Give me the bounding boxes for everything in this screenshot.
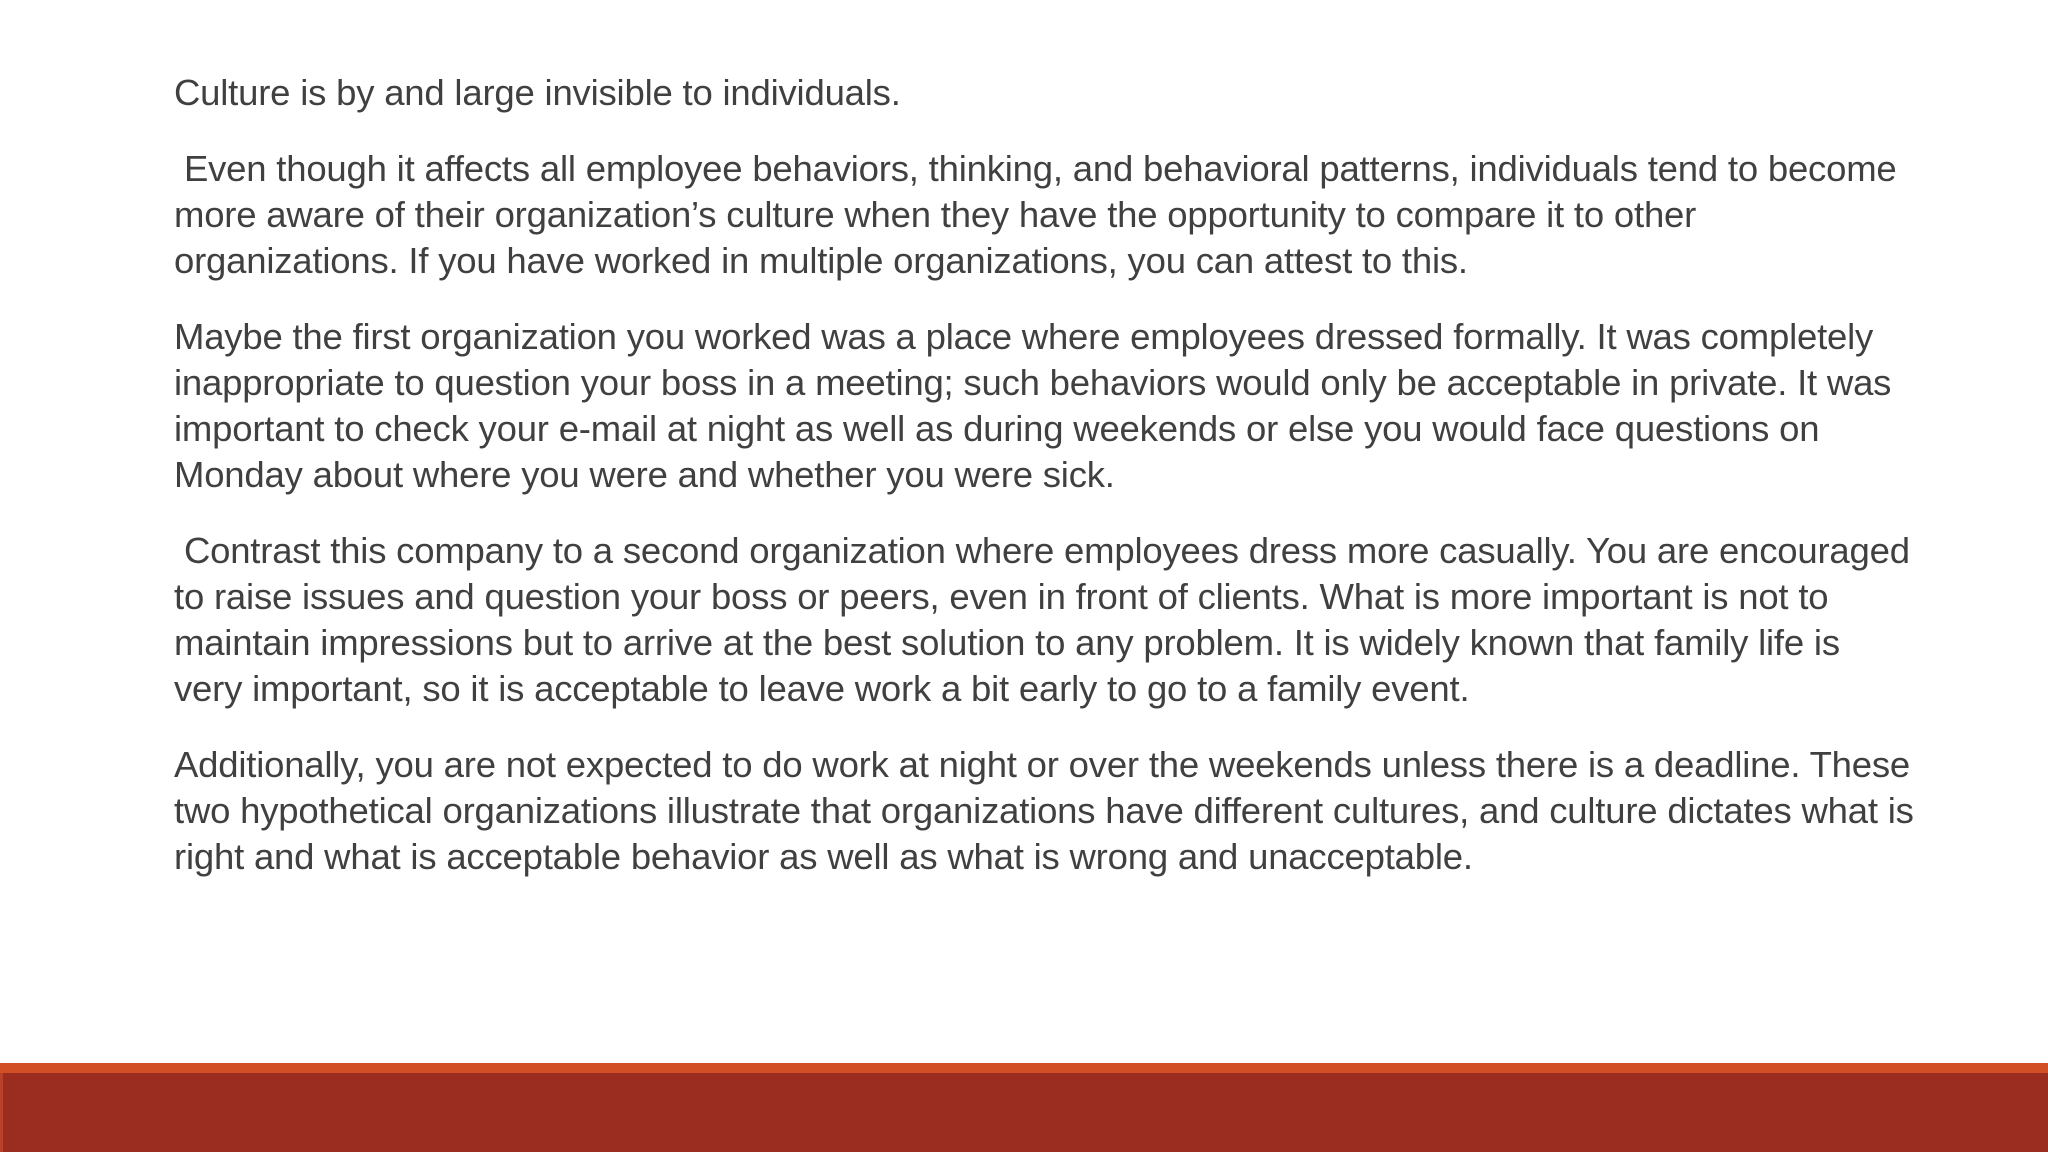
paragraph-second-organization: Contrast this company to a second organization where employees dress more casually. You are encouraged to raise issues and question your boss or peers, even in front of clients. What is more important is not to maintain impressions but to arrive at the best solution to any problem. It is widely known that family life is very important, so it is acceptable to leave work a bit early to go to a family event.	[174, 530, 1920, 709]
paragraph-awareness-comparison: Even though it affects all employee behaviors, thinking, and behavioral patterns, individuals tend to become more aware of their organization’s culture when they have the opportunity to compare it to other organizations. If you have worked in multiple organizations, you can attest to this.	[174, 148, 1907, 281]
footer-accent-stripe	[0, 1063, 2048, 1073]
footer-band-edge	[0, 1073, 3, 1152]
paragraph-first-organization: Maybe the first organization you worked was a place where employees dressed formally. It was completely inappropriate to question your boss in a meeting; such behaviors would only be acceptable in private. It was important to check your e-mail at night as well as during weekends or else you would face questions on Monday about where you were and whether you were sick.	[174, 316, 1902, 495]
paragraph-conclusion: Additionally, you are not expected to do work at night or over the weekends unless there is a deadline. These two hypothetical organizations illustrate that organizations have different cultures, and culture dictates what is right and what is acceptable behavior as well as what is wrong and unacceptable.	[174, 744, 1924, 877]
slide-body-text	[174, 70, 1924, 910]
footer-band	[0, 1073, 2048, 1152]
paragraph-culture-invisible: Culture is by and large invisible to individuals.	[174, 72, 901, 113]
